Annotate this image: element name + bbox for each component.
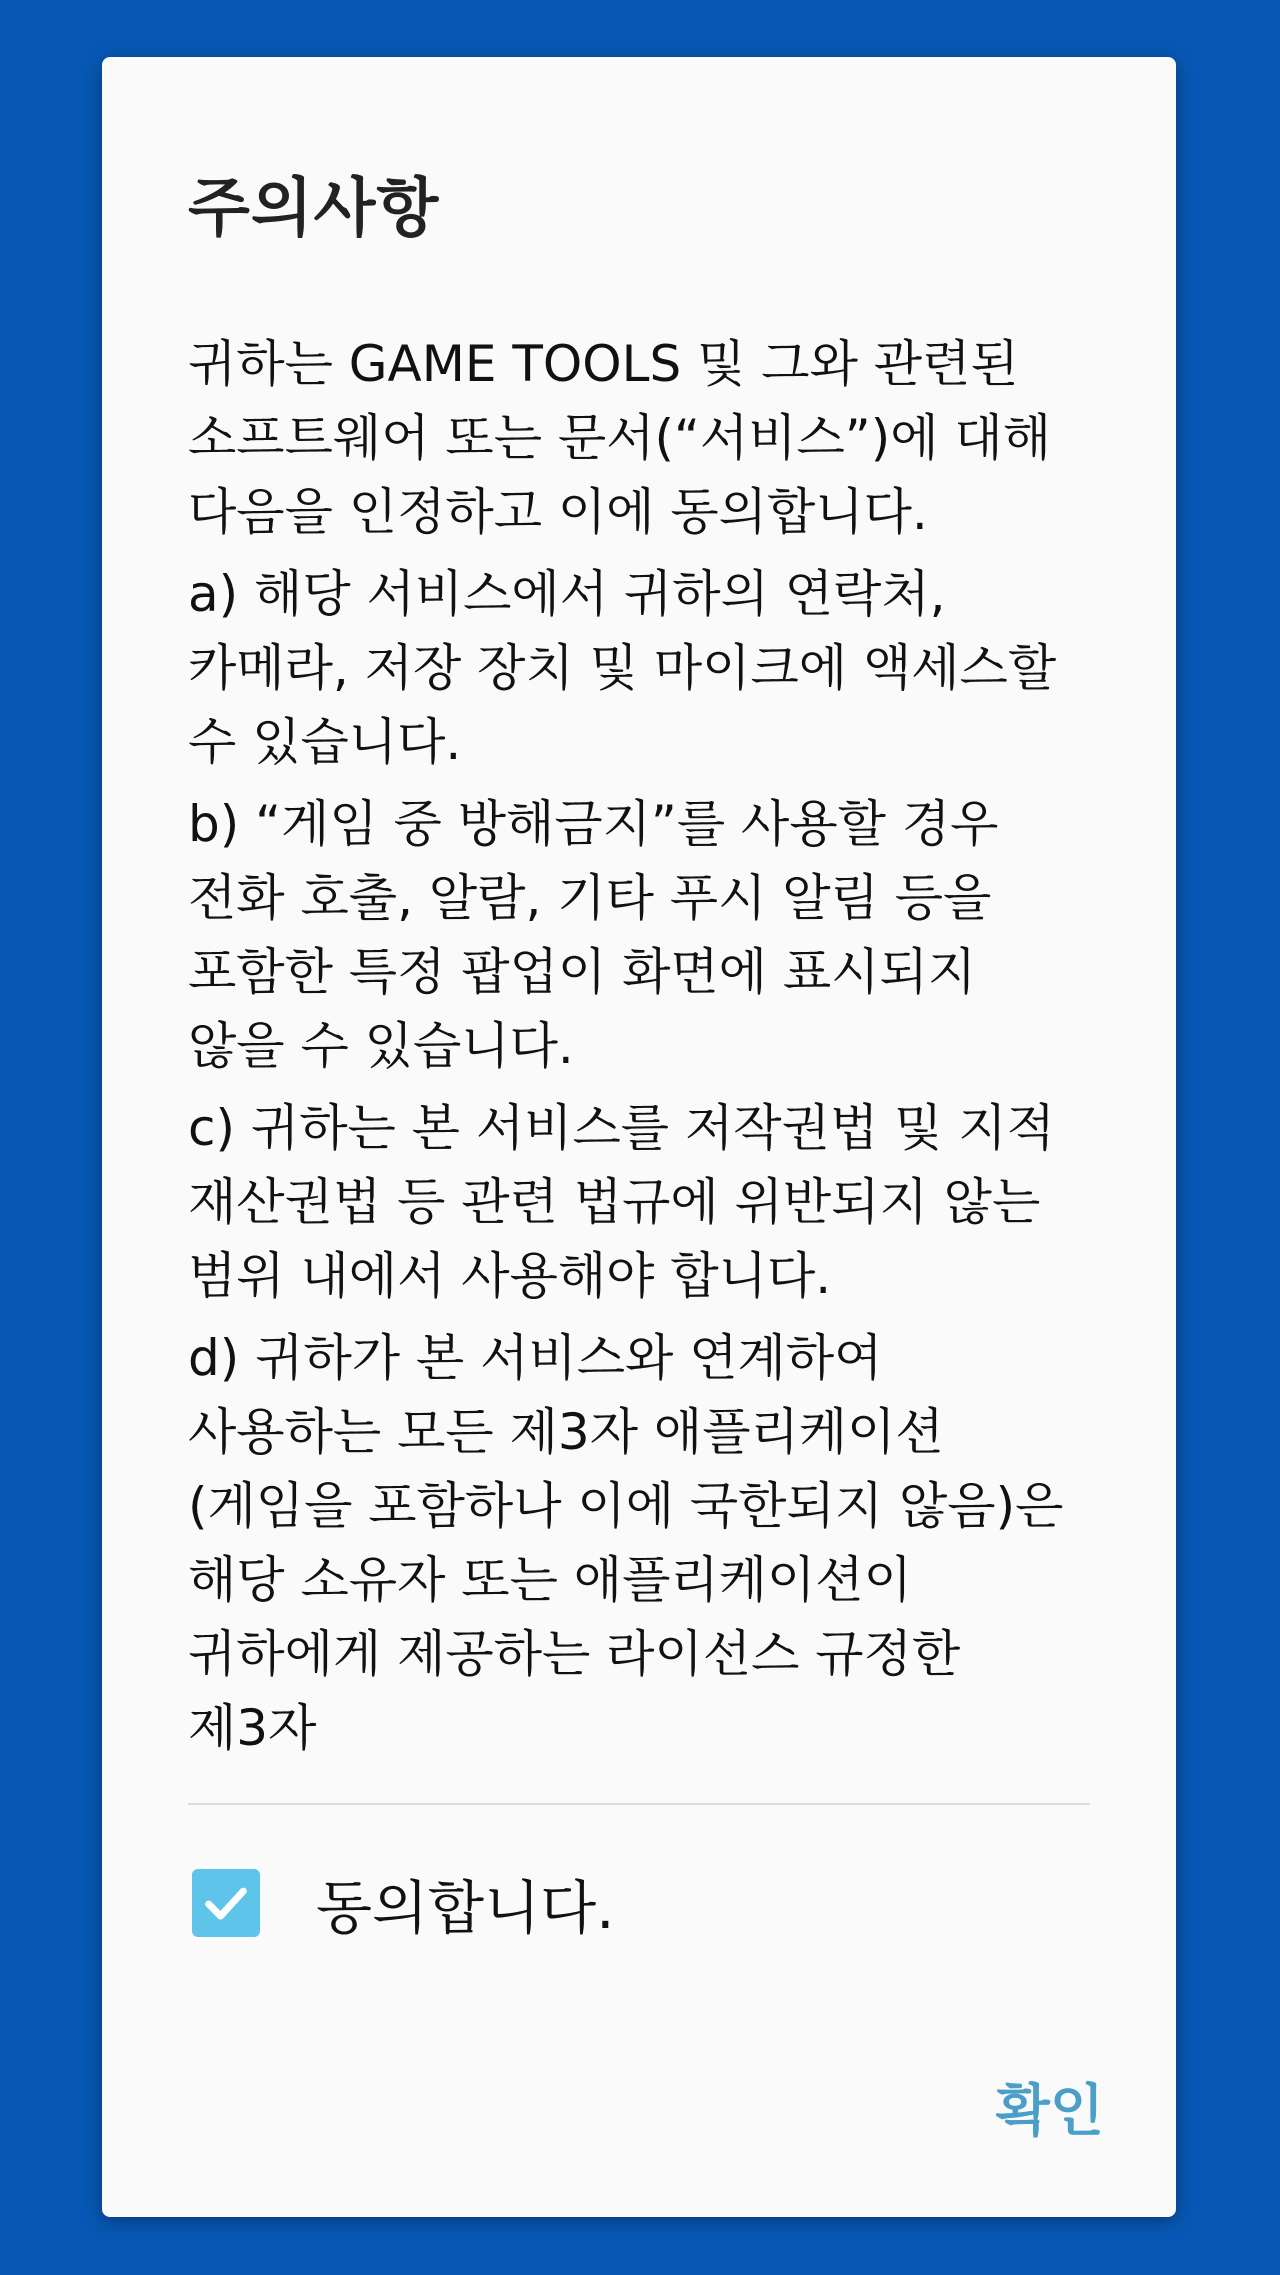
terms-paragraph-b: b) “게임 중 방해금지”를 사용할 경우 전화 호출, 알람, 기타 푸시 알림 등을 포함한 특정 팝업이 화면에 표시되지 않을 수 있습니다.: [188, 795, 999, 1075]
agree-row[interactable]: [192, 1857, 615, 1949]
terms-text-scroll[interactable]: [188, 327, 1088, 1803]
divider: [188, 1803, 1090, 1805]
terms-paragraph-d: d) 귀하가 본 서비스와 연계하여 사용하는 모든 제3자 애플리케이션(게임을 포함하나 이에 국한되지 않음)은 해당 소유자 또는 애플리케이션이 귀하에게 제공하는 라이선스 규정한 제3자: [188, 1329, 1064, 1757]
dialog-title: 주의사항: [188, 172, 440, 246]
confirm-button[interactable]: 확인: [996, 2067, 1104, 2147]
checkmark-icon: [200, 1877, 252, 1929]
terms-paragraph-a: a) 해당 서비스에서 귀하의 연락처, 카메라, 저장 장치 및 마이크에 액세스할 수 있습니다.: [188, 565, 1057, 771]
terms-paragraph-c: c) 귀하는 본 서비스를 저작권법 및 지적 재산권법 등 관련 법규에 위반되지 않는 범위 내에서 사용해야 합니다.: [188, 1099, 1055, 1305]
agree-label[interactable]: 동의합니다.: [316, 1874, 615, 1942]
terms-paragraph-intro: 귀하는 GAME TOOLS 및 그와 관련된 소프트웨어 또는 문서(“서비스”)에 대해 다음을 인정하고 이에 동의합니다.: [188, 335, 1052, 541]
agree-checkbox[interactable]: [192, 1869, 260, 1937]
terms-dialog: [102, 57, 1176, 2217]
